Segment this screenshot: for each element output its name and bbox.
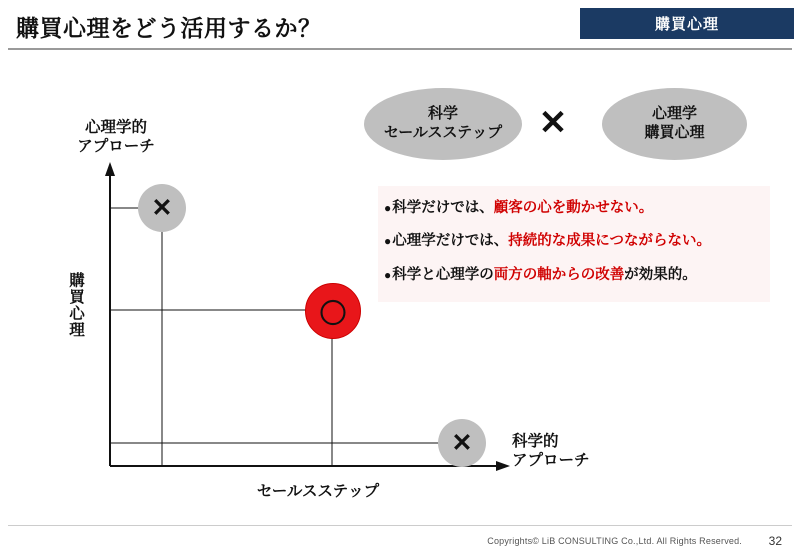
x-axis-title <box>512 432 642 471</box>
page-number: 32 <box>768 534 782 548</box>
bullet-dot-icon: ● <box>384 201 392 215</box>
bullet-text-before: 科学だけでは、 <box>392 200 494 216</box>
multiply-icon: ✕ <box>538 104 568 142</box>
x-axis-title-line2: アプローチ <box>512 452 590 470</box>
ellipse-psychology <box>602 88 747 160</box>
bullet-item <box>382 225 766 258</box>
bullet-text-highlight: 持続的な成果につながらない。 <box>508 233 711 250</box>
ellipse-science <box>364 88 522 160</box>
y-axis-label: 購買心理 <box>67 272 84 338</box>
ellipse-psychology-line2: 購買心理 <box>644 124 705 141</box>
bullet-text-before: 科学と心理学の <box>392 266 494 283</box>
y-axis-title-line2: アプローチ <box>77 138 155 156</box>
ellipse-science-line1: 科学 <box>427 105 458 123</box>
x-axis-title-line1: 科学的 <box>512 433 559 450</box>
bullet-panel <box>378 186 770 302</box>
bullet-text-after: が効果的。 <box>624 266 697 283</box>
bullet-item <box>382 192 766 225</box>
y-axis-title-line1: 心理学的 <box>84 119 147 136</box>
page-title: 購買心理をどう活用するか？ <box>16 15 322 41</box>
ellipse-psychology-line1: 心理学 <box>651 105 697 123</box>
bullet-text-highlight: 両方の軸からの改善 <box>493 266 625 283</box>
section-tag-badge: 購買心理 <box>580 8 794 39</box>
bullet-dot-icon: ● <box>384 267 392 282</box>
copyright-text: Copyrights© LiB CONSULTING Co.,Ltd. All Rights Reserved. <box>487 536 742 546</box>
y-axis-title <box>56 118 176 157</box>
bullet-dot-icon: ● <box>384 234 392 249</box>
marker-circle-center: 〇 <box>305 283 361 339</box>
ellipse-science-line2: セールスステップ <box>383 124 503 141</box>
marker-cross-top-left: ✕ <box>138 184 186 232</box>
bullet-item <box>382 259 766 292</box>
bullet-text-highlight: 顧客の心を動かせない。 <box>493 200 654 216</box>
marker-cross-bottom-right: ✕ <box>438 419 486 467</box>
footer-divider <box>8 525 792 526</box>
x-axis-label: セールスステップ <box>256 483 380 500</box>
bullet-text-before: 心理学だけでは、 <box>392 233 509 250</box>
